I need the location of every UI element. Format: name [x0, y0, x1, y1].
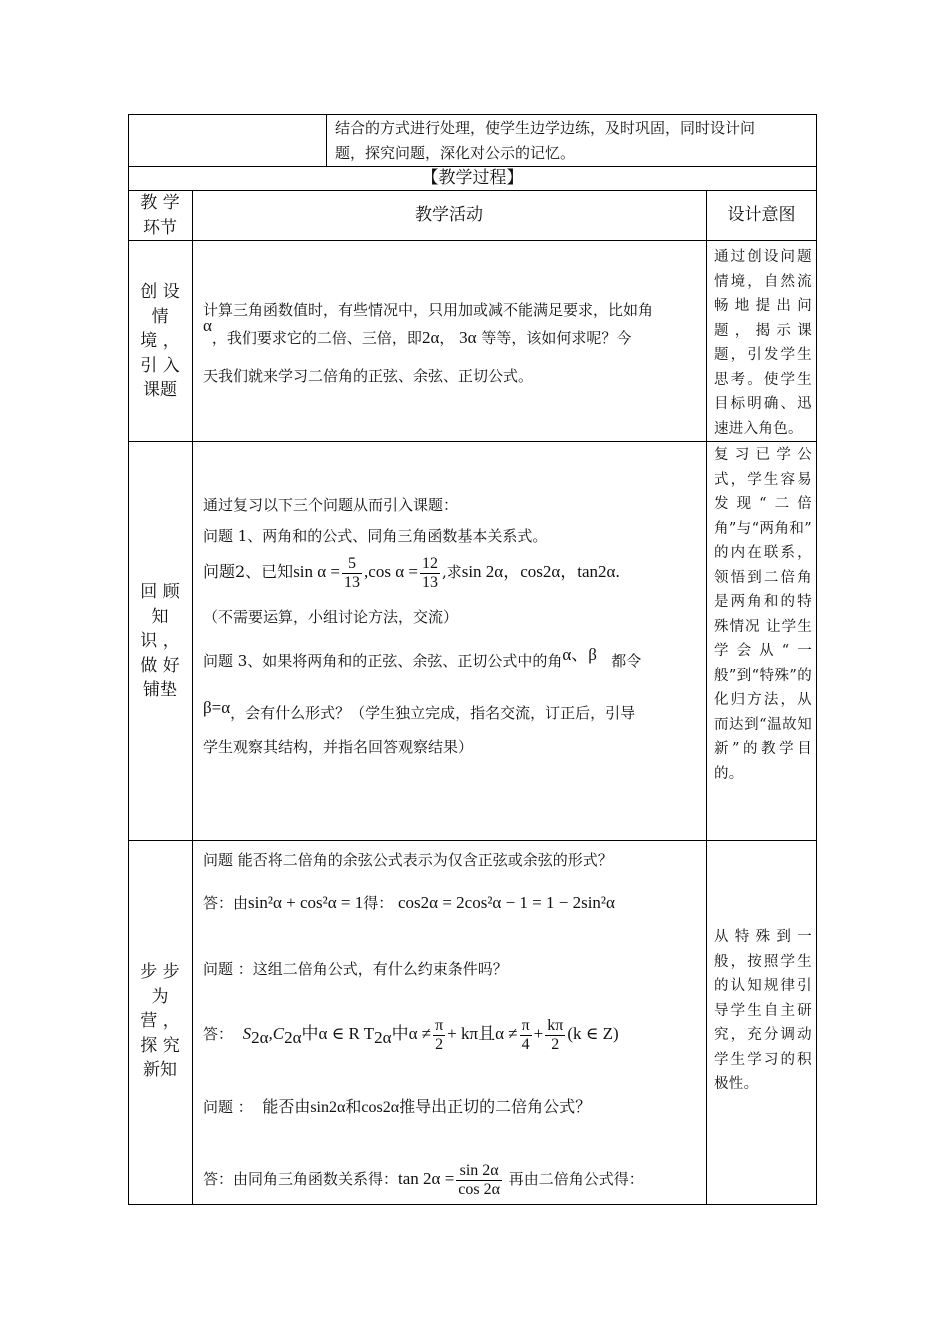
- activity-2-q3-line3: 学生观察其结构，并指名回答观察结果）: [203, 738, 474, 756]
- activity-2-q3-line1: 问题 3、如果将两角和的正弦、余弦、正切公式中的角α、β 都令: [203, 645, 642, 670]
- header-intent: 设计意图: [727, 205, 796, 225]
- intent-1: 通过创设问题情境，自然流畅地提出问题，揭示课题，引发学生思考。使学生目标明确、迅速进入角色。: [714, 249, 812, 437]
- table-rule: [128, 240, 817, 241]
- table-rule: [326, 114, 327, 166]
- section-title: 【教学过程】: [421, 168, 524, 188]
- header-activity: 教学活动: [415, 205, 483, 225]
- table-border-bottom: [128, 1204, 817, 1205]
- activity-1-line3: 天我们就来学习二倍角的正弦、余弦、正切公式。: [203, 367, 534, 385]
- activity-2-q1: 问题 1、两角和的公式、同角三角函数基本关系式。: [203, 527, 548, 545]
- alpha-symbol: α: [203, 316, 212, 335]
- activity-3-a1: 答：由sin²α + cos²α = 1得： cos2α = 2cos²α − 1 = 1 − 2sin²α: [203, 893, 615, 912]
- stage-label-1: 创 设 情 境 ， 引 入 课题: [140, 282, 180, 400]
- stage-label-3: 步 步 为 营 ， 探 究 新知: [140, 962, 180, 1080]
- table-rule: [128, 840, 817, 841]
- header-stage: 教 学 环节: [140, 193, 180, 238]
- activity-3-p1: 问题 能否将二倍角的余弦公式表示为仅含正弦或余弦的形式？: [203, 851, 613, 869]
- table-border-left: [128, 114, 129, 1205]
- table-rule: [706, 190, 707, 1205]
- top-row-text: 结合的方式进行处理，使学生边学边练，及时巩固，同时设计问: [335, 119, 756, 137]
- activity-1-line1: 计算三角函数值时，有些情况中，只用加或减不能满足要求，比如角: [203, 301, 654, 319]
- activity-2-intro: 通过复习以下三个问题从而引入课题：: [203, 496, 459, 514]
- table-border-top: [128, 114, 817, 115]
- table-rule: [128, 441, 817, 442]
- activity-3-p3: 问题 ： 能否由sin2α和cos2α推导出正切的二倍角公式？: [203, 1098, 592, 1116]
- activity-1-line2: α，我们要求它的二倍、三倍，即2α， 3α 等等，该如何求呢？今: [203, 316, 632, 347]
- top-row-text: 题，探究问题，深化对公示的记忆。: [335, 144, 576, 162]
- activity-2-q2: 问题2、已知sin α = $\frac{5}{13}$ ,cos α = $\frac{12}{13}$ ,求sin 2α，cos2α，tan2α.: [203, 554, 620, 591]
- table-rule: [192, 190, 193, 1205]
- activity-3-p2: 问题 ：这组二倍角公式，有什么约束条件吗？: [203, 960, 508, 978]
- activity-3-a2: 答： $S_{2\alpha},C_{2\alpha}$中α ∈ R $T_{2\alpha}$中α ≠ $\frac{\pi}{2}$ + kπ且α ≠ $\frac{\pi}{4}$ + $\frac{k\pi}{2}$ (k ∈ Z): [203, 1016, 619, 1053]
- activity-3-a3: 答：由同角三角函数关系得：tan 2α = $\frac{\sin 2\alpha}{\cos 2\alpha}$ 再由二倍角公式得：: [203, 1161, 644, 1198]
- table-rule: [128, 190, 817, 191]
- activity-2-note: （不需要运算，小组讨论方法，交流）: [203, 608, 459, 626]
- stage-label-2: 回 顾 知 识 ， 做 好 铺垫: [140, 582, 180, 700]
- intent-3: 从特殊到一般，按照学生的认知规律引导学生自主研究，充分调动学生学习的积极性。: [714, 929, 812, 1092]
- table-border-right: [816, 114, 817, 1205]
- activity-2-q3-line2: β=α，会有什么形式？（学生独立完成，指名交流，订正后，引导: [203, 698, 636, 722]
- intent-2: 复习已学公式，学生容易发现“二倍角”与“两角和” 的内在联系，领悟到二倍角是两角和的特殊情况 让学生学会从“一般”到“特殊”的化归方法，从而达到“温故知新”的教学目的。: [714, 447, 812, 782]
